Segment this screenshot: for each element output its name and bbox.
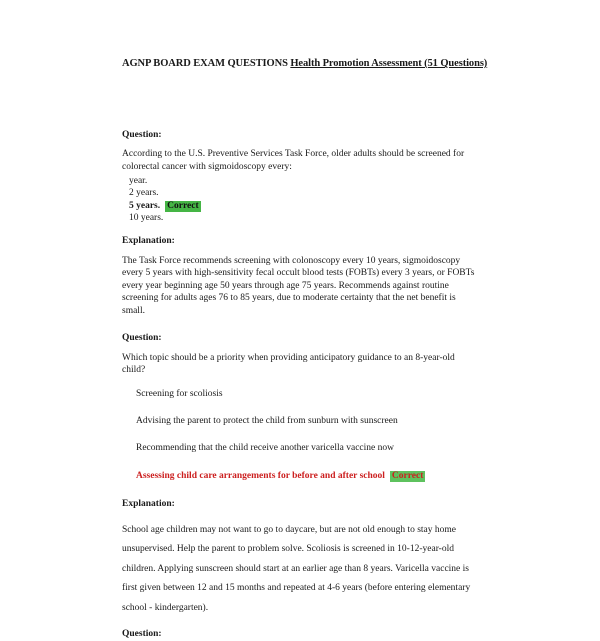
correct-badge: Correct bbox=[167, 200, 199, 211]
document-header bbox=[122, 58, 488, 71]
answer-option-text: Recommending that the child receive another varicella vaccine now bbox=[136, 443, 394, 454]
explanation-label-2: Explanation: bbox=[122, 499, 175, 510]
question-label-3: Question: bbox=[122, 629, 162, 640]
question-stem-2: Which topic should be a priority when providing anticipatory guidance to an 8-year-old child? bbox=[122, 352, 455, 376]
document-title-subtitle: Health Promotion Assessment (51 Questions) bbox=[290, 58, 488, 69]
spacer bbox=[122, 618, 478, 628]
answer-option-text: Screening for scoliosis bbox=[136, 388, 223, 399]
answer-option-text: 2 years. bbox=[129, 188, 159, 199]
answer-options-1 bbox=[122, 175, 478, 225]
explanation-text-1: The Task Force recommends screening with colonoscopy every 10 years, sigmoidoscopy every 5 years with high-sensitivity fecal occult blood tests (FOBTs) every 3 years, or FOBTs every year beginning age 50 years through age 75 years. Recommends against routine screening for adults ages 76 to 85 years, due to moderate certainty that the net benefit is small. bbox=[122, 255, 475, 317]
answer-option[interactable] bbox=[122, 212, 478, 225]
answer-option[interactable] bbox=[122, 415, 478, 427]
answer-option[interactable] bbox=[122, 187, 478, 200]
document-title-main: AGNP BOARD EXAM QUESTIONS bbox=[122, 58, 291, 69]
answer-option-text: Assessing child care arrangements for before and after school bbox=[136, 470, 385, 481]
question-stem-1: According to the U.S. Preventive Services Task Force, older adults should be screened for colorectal cancer with sigmoidoscopy every: bbox=[122, 149, 465, 173]
answer-option-text: 10 years. bbox=[129, 213, 164, 224]
explanation-text-2: School age children may not want to go to daycare, but are not old enough to stay home unsupervised. Help the parent to problem solve. Scoliosis is screened in 10-12-year-old children. Applying sunscreen should start at an earlier age than 8 years. Varicella vaccine is first given between 12 and 15 months and repeated at 4-6 years (before entering elementary school - kindergarten). bbox=[122, 524, 471, 613]
spacer bbox=[122, 225, 478, 235]
question-label-2: Question: bbox=[122, 332, 162, 343]
answer-option[interactable] bbox=[122, 175, 478, 188]
explanation-label-1: Explanation: bbox=[122, 235, 175, 246]
answer-option-text: year. bbox=[129, 175, 148, 186]
answer-options-2 bbox=[122, 388, 478, 482]
answer-option[interactable] bbox=[122, 388, 478, 400]
answer-option-text: 5 years. bbox=[129, 200, 161, 211]
answer-option-text: Advising the parent to protect the child from sunburn with sunscreen bbox=[136, 416, 398, 427]
question-label-1: Question: bbox=[122, 129, 162, 140]
spacer bbox=[122, 482, 478, 498]
answer-option[interactable] bbox=[122, 442, 478, 454]
spacer bbox=[122, 318, 478, 332]
question-block-1 bbox=[122, 129, 478, 318]
answer-option-correct[interactable] bbox=[122, 200, 478, 213]
correct-badge: Correct bbox=[391, 470, 424, 481]
question-block-2 bbox=[122, 332, 478, 619]
answer-option-correct[interactable] bbox=[122, 470, 478, 482]
question-block-3 bbox=[122, 628, 478, 641]
